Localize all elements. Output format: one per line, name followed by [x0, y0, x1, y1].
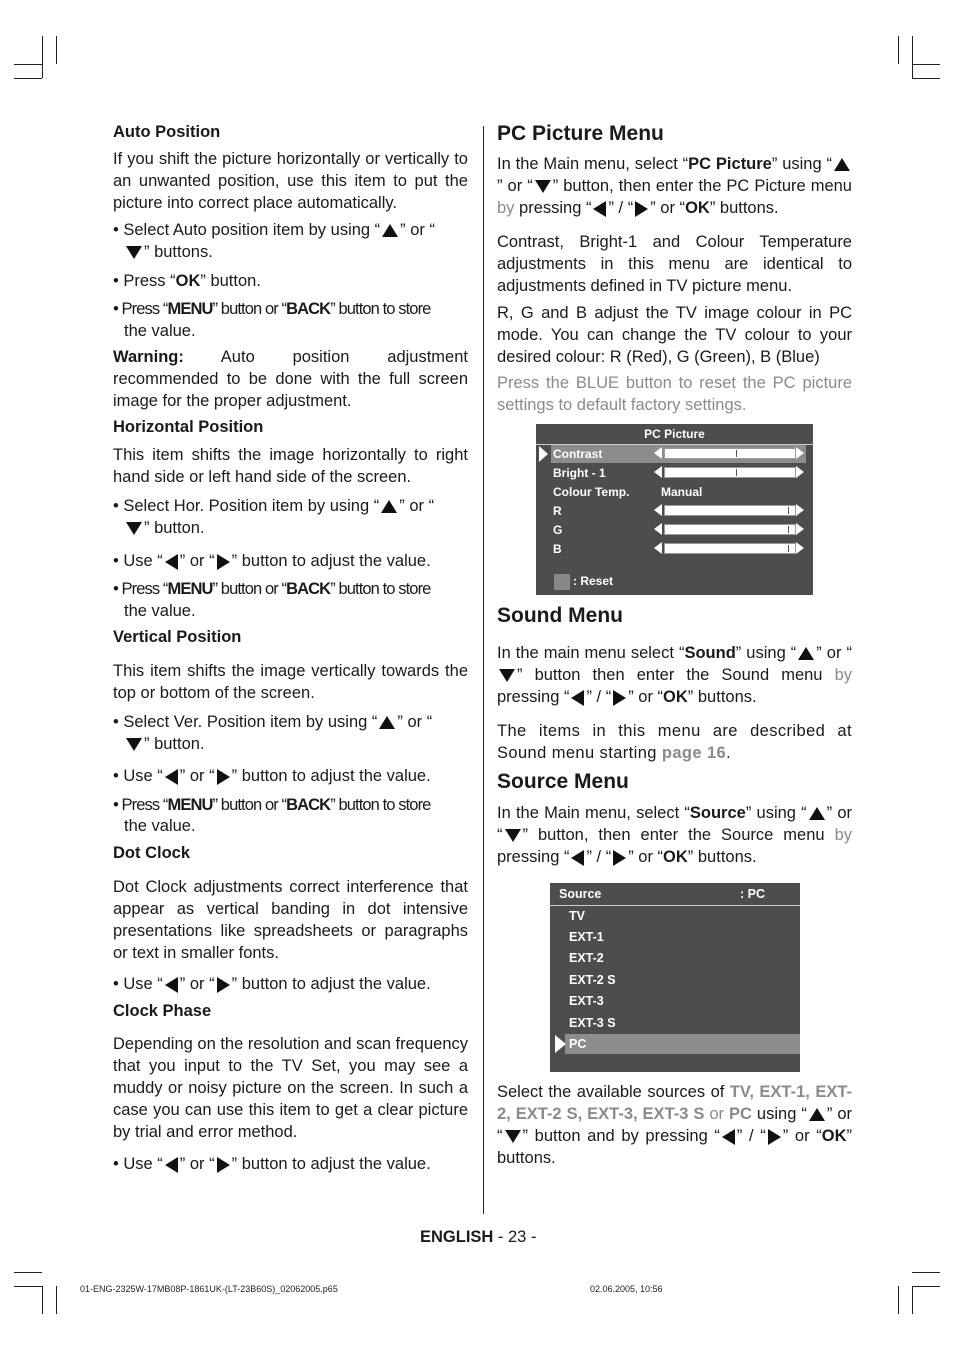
up-arrow-icon: [382, 224, 398, 237]
left-arrow-icon: [165, 554, 178, 570]
page-footer: ENGLISH - 23 -: [420, 1228, 537, 1246]
source-item-ext3s[interactable]: EXT-3 S: [569, 1016, 616, 1030]
down-arrow-icon: [126, 738, 142, 751]
up-arrow-icon: [381, 500, 397, 513]
source-item-ext3[interactable]: EXT-3: [569, 994, 604, 1008]
left-arrow-icon: [654, 447, 662, 459]
source-heading: Source Menu: [497, 770, 629, 793]
blue-button-icon: [554, 574, 570, 590]
horizontal-bullet-2: • Use “ ” or “ ” button to adjust the value.: [113, 552, 431, 570]
source-item-pc[interactable]: PC: [565, 1034, 800, 1054]
left-arrow-icon: [593, 201, 606, 217]
source-osd-header: Source : PC: [550, 883, 800, 906]
right-arrow-icon: [796, 466, 804, 478]
g-slider[interactable]: [654, 523, 804, 535]
osd-row-colour-temp[interactable]: Colour Temp. Manual: [553, 485, 703, 499]
horizontal-position-heading: Horizontal Position: [113, 418, 264, 436]
up-arrow-icon: [379, 716, 395, 729]
up-arrow-icon: [809, 1108, 825, 1121]
selection-pointer-icon: [555, 1035, 566, 1053]
left-arrow-icon: [165, 769, 178, 785]
right-arrow-icon: [217, 1157, 230, 1173]
right-arrow-icon: [217, 554, 230, 570]
auto-position-intro: If you shift the picture horizontally or vertically to an unwanted position, use this item to put the picture into correct place automatically.: [113, 150, 468, 212]
right-arrow-icon: [613, 850, 626, 866]
auto-position-warning: Warning: Auto position adjustment recommended to be done with the full screen image for the proper adjustment.: [113, 348, 468, 410]
dot-clock-intro: Dot Clock adjustments correct interference that appear as vertical banding in dot intensive presentations like spreadsheets or paragraphs or text in smaller fonts.: [113, 878, 468, 962]
osd-row-bright[interactable]: Bright - 1: [551, 464, 806, 482]
down-arrow-icon: [505, 1130, 521, 1143]
horizontal-position-intro: This item shifts the image horizontally to right hand side or left hand side of the screen.: [113, 446, 468, 486]
b-slider[interactable]: [654, 542, 804, 554]
right-arrow-icon: [613, 690, 626, 706]
crop-mark: [42, 1286, 43, 1314]
vertical-position-heading: Vertical Position: [113, 628, 242, 646]
right-arrow-icon: [796, 447, 804, 459]
pc-picture-osd-title: PC Picture: [536, 424, 813, 445]
down-arrow-icon: [505, 829, 521, 842]
right-arrow-icon: [217, 769, 230, 785]
dot-clock-heading: Dot Clock: [113, 844, 191, 862]
vertical-position-intro: This item shifts the image vertically towards the top or bottom of the screen.: [113, 662, 468, 702]
left-arrow-icon: [571, 850, 584, 866]
crop-mark: [912, 36, 913, 78]
crop-mark: [14, 78, 42, 79]
auto-position-bullet-2: • Press “OK” button.: [113, 272, 261, 290]
selection-pointer-icon: [539, 446, 548, 462]
crop-mark: [912, 1286, 913, 1314]
horizontal-bullet-1: • Select Hor. Position item by using “ ” or “ ” button.: [113, 497, 435, 537]
left-arrow-icon: [722, 1129, 735, 1145]
down-arrow-icon: [126, 522, 142, 535]
pc-picture-p3: R, G and B adjust the TV image colour in PC mode. You can change the TV colour to your desired colour: R (Red), G (Green), B (Blue): [497, 304, 852, 366]
pc-picture-p4: Press the BLUE button to reset the PC picture settings to default factory settings.: [497, 374, 852, 414]
crop-mark: [14, 64, 42, 65]
vertical-bullet-3-cont: the value.: [124, 817, 196, 835]
source-item-tv[interactable]: TV: [569, 909, 585, 923]
up-arrow-icon: [834, 158, 850, 171]
down-arrow-icon: [499, 669, 515, 682]
horizontal-bullet-3-cont: the value.: [124, 602, 196, 620]
crop-mark: [898, 36, 899, 64]
right-arrow-icon: [635, 201, 648, 217]
crop-mark: [42, 36, 43, 78]
left-arrow-icon: [165, 977, 178, 993]
down-arrow-icon: [126, 246, 142, 259]
pc-picture-p2: Contrast, Bright-1 and Colour Temperature adjustments in this menu are identical to adjustments defined in TV picture menu.: [497, 233, 852, 295]
clock-phase-heading: Clock Phase: [113, 1002, 212, 1020]
right-arrow-icon: [796, 542, 804, 554]
source-item-ext2s[interactable]: EXT-2 S: [569, 973, 616, 987]
pc-picture-heading: PC Picture Menu: [497, 122, 664, 145]
crop-mark: [912, 1286, 940, 1287]
osd-row-b[interactable]: B: [551, 540, 806, 558]
bright-slider[interactable]: [654, 466, 804, 478]
r-slider[interactable]: [654, 504, 804, 516]
left-arrow-icon: [654, 504, 662, 516]
vertical-bullet-1: • Select Ver. Position item by using “ ” or “ ” button.: [113, 713, 433, 753]
crop-mark: [912, 78, 940, 79]
print-date: 02.06.2005, 10:56: [590, 1284, 663, 1294]
source-item-ext2[interactable]: EXT-2: [569, 951, 604, 965]
horizontal-bullet-3: • Press “MENU” button or “BACK” button to store: [113, 580, 431, 598]
auto-position-bullet-3-cont: the value.: [124, 322, 196, 340]
osd-reset-hint: : Reset: [554, 572, 613, 590]
vertical-bullet-3: • Press “MENU” button or “BACK” button to store: [113, 796, 431, 814]
left-arrow-icon: [165, 1157, 178, 1173]
source-osd: [550, 883, 800, 1072]
up-arrow-icon: [809, 807, 825, 820]
vertical-bullet-2: • Use “ ” or “ ” button to adjust the value.: [113, 767, 431, 785]
right-arrow-icon: [768, 1129, 781, 1145]
crop-mark: [56, 36, 57, 64]
crop-mark: [898, 1286, 899, 1314]
source-p2: Select the available sources of TV, EXT-1, EXT-2, EXT-2 S, EXT-3, EXT-3 S or PC using “ ” or “ ” button and by pressing “ ” / “ ” or “OK” buttons.: [497, 1083, 853, 1167]
crop-mark: [912, 1272, 940, 1273]
column-divider: [483, 126, 484, 1214]
auto-position-heading: Auto Position: [113, 123, 221, 141]
sound-p1: In the main menu select “Sound” using “ ” or “” button then enter the Sound menu by pressing “ ” / “ ” or “OK” buttons.: [497, 644, 852, 706]
clock-phase-bullet: • Use “ ” or “ ” button to adjust the value.: [113, 1155, 431, 1173]
left-arrow-icon: [654, 542, 662, 554]
down-arrow-icon: [535, 180, 551, 193]
right-arrow-icon: [217, 977, 230, 993]
contrast-slider[interactable]: [654, 447, 804, 459]
osd-row-r[interactable]: R: [551, 502, 806, 520]
pc-picture-osd: [536, 424, 813, 595]
crop-mark: [14, 1272, 42, 1273]
pc-picture-p1: In the Main menu, select “PC Picture” using “” or “ ” button, then enter the PC Picture menu by pressing “ ” / “ ” or “OK” buttons.: [497, 155, 852, 217]
dot-clock-bullet: • Use “ ” or “ ” button to adjust the value.: [113, 975, 431, 993]
source-item-ext1[interactable]: EXT-1: [569, 930, 604, 944]
left-arrow-icon: [654, 523, 662, 535]
sound-p2: The items in this menu are described at Sound menu starting page 16.: [497, 722, 852, 762]
crop-mark: [56, 1286, 57, 1314]
crop-mark: [14, 1286, 42, 1287]
print-filename: 01-ENG-2325W-17MB08P-1861UK-(LT-23B60S)_02062005.p65: [80, 1284, 338, 1294]
osd-row-contrast[interactable]: Contrast: [551, 445, 806, 463]
source-p1: In the Main menu, select “Source” using “ ” or “ ” button, then enter the Source menu by pressing “ ” / “ ” or “OK” buttons.: [497, 804, 853, 866]
left-arrow-icon: [571, 690, 584, 706]
sound-heading: Sound Menu: [497, 604, 623, 627]
right-arrow-icon: [796, 504, 804, 516]
osd-row-g[interactable]: G: [551, 521, 806, 539]
auto-position-bullet-1: • Select Auto position item by using “ ” or “ ” buttons.: [113, 221, 436, 261]
right-arrow-icon: [796, 523, 804, 535]
crop-mark: [912, 64, 940, 65]
left-arrow-icon: [654, 466, 662, 478]
up-arrow-icon: [798, 647, 814, 660]
auto-position-bullet-3: • Press “MENU” button or “BACK” button to store: [113, 300, 431, 318]
clock-phase-intro: Depending on the resolution and scan frequency that you input to the TV Set, you may see a muddy or noisy picture on the screen. In such a case you can use this item to get a clear picture by trial and error method.: [113, 1035, 468, 1141]
